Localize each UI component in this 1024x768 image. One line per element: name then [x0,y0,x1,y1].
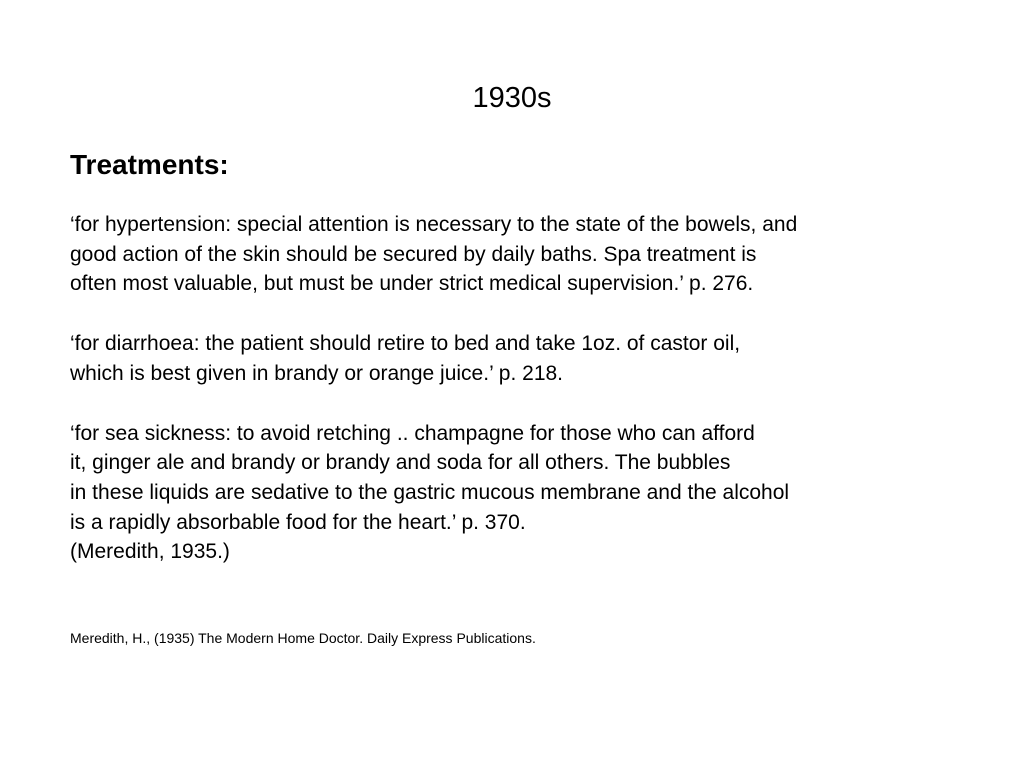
citation-line: (Meredith, 1935.) [70,540,230,564]
quote-line: is a rapidly absorbable food for the heart.’ p. 370. [70,510,526,534]
quote-diarrhoea [70,329,970,388]
quote-line: ‘for diarrhoea: the patient should retire to bed and take 1oz. of castor oil, [70,332,741,356]
slide-title: 1930s [472,82,552,114]
quote-line: ‘for hypertension: special attention is necessary to the state of the bowels, and [70,213,798,236]
quote-line: ‘for sea sickness: to avoid retching .. champagne for those who can afford [70,421,755,445]
treatments-heading: Treatments: [70,149,229,180]
quote-line: good action of the skin should be secured by daily baths. Spa treatment is [70,242,757,266]
quote-line: it, ginger ale and brandy or brandy and soda for all others. The bubbles [70,451,731,475]
quote-line: which is best given in brandy or orange juice.’ p. 218. [70,361,564,385]
reference-note: Meredith, H., (1935) The Modern Home Doctor. Daily Express Publications. [70,630,536,646]
quote-sea-sickness [70,419,970,568]
quote-hypertension [70,210,970,299]
quote-line: often most valuable, but must be under strict medical supervision.’ p. 276. [70,272,754,296]
quote-line: in these liquids are sedative to the gastric mucous membrane and the alcohol [70,480,790,504]
slide-body [70,147,970,597]
